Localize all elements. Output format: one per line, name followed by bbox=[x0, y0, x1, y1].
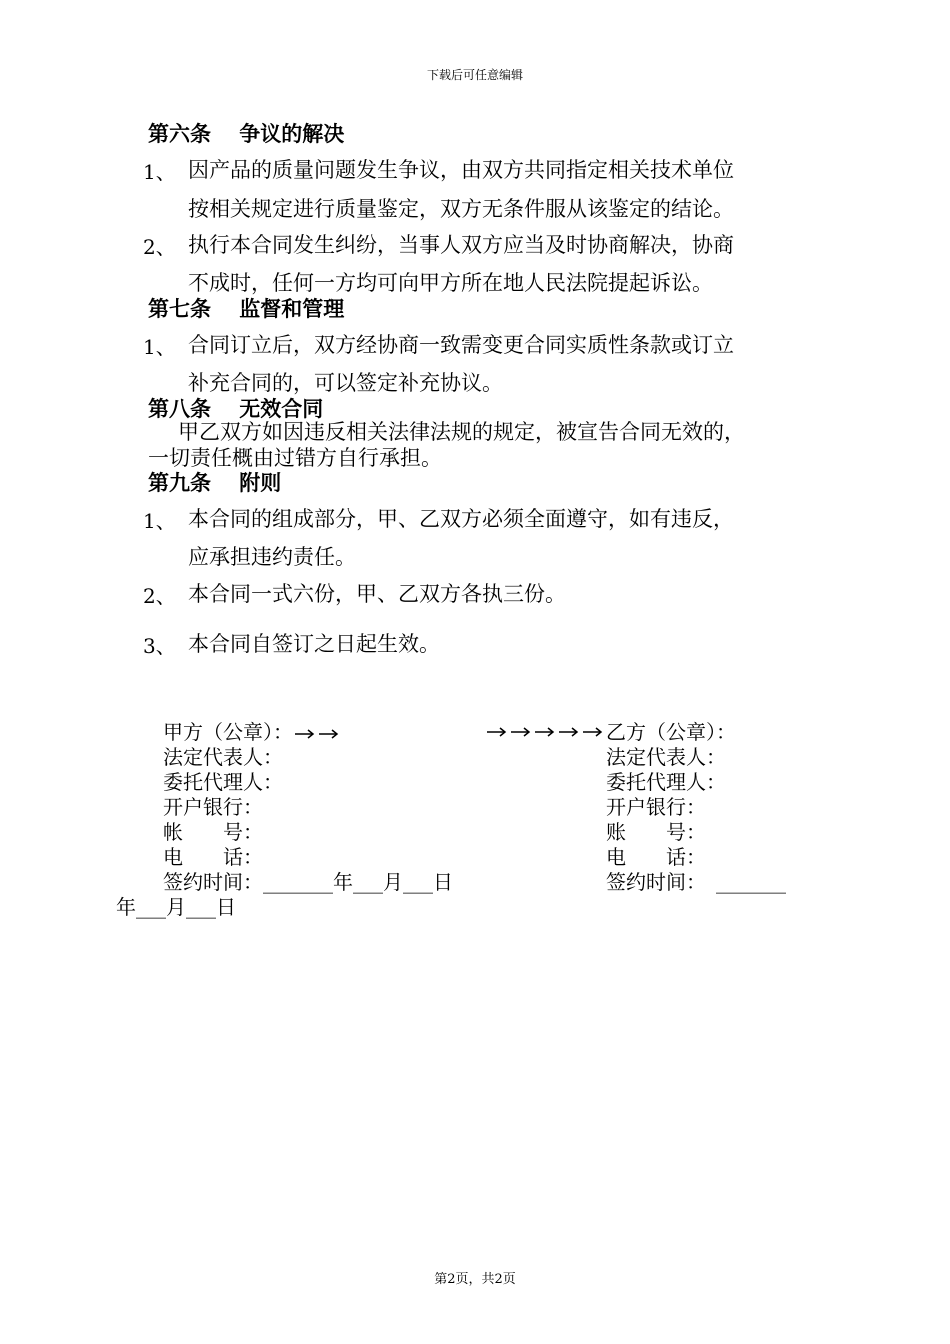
article-9-item-2-number: 2、 bbox=[143, 584, 176, 608]
party-b-phone-label: 电 话： bbox=[606, 845, 706, 869]
article-6-title: 第六条 争议的解决 bbox=[148, 122, 345, 146]
party-a-account-label: 帐 号： bbox=[163, 820, 263, 844]
party-a-legal-rep-label: 法定代表人： bbox=[163, 745, 283, 769]
page-header: 下载后可任意编辑 bbox=[426, 68, 523, 82]
article-8-line-2: 一切责任概由过错方自行承担。 bbox=[148, 446, 442, 470]
article-9-item-3-number: 3、 bbox=[143, 634, 176, 658]
tab-arrow-icon bbox=[509, 726, 533, 738]
article-6-item-1-line-1: 因产品的质量问题发生争议，由双方共同指定相关技术单位 bbox=[188, 158, 734, 182]
tab-arrow-icon bbox=[485, 726, 509, 738]
party-b-bank-label: 开户银行： bbox=[606, 795, 706, 819]
article-9-item-3-line-1: 本合同自签订之日起生效。 bbox=[188, 632, 440, 656]
party-b-seal-label: 乙方（公章）： bbox=[606, 720, 736, 744]
party-a-sign-date: 签约时间：_______年___月___日 bbox=[163, 870, 453, 894]
article-9-item-1-number: 1、 bbox=[143, 509, 176, 533]
article-6-item-2-number: 2、 bbox=[143, 235, 176, 259]
article-9-title: 第九条 附则 bbox=[148, 471, 282, 495]
article-9-item-2-line-1: 本合同一式六份，甲、乙双方各执三份。 bbox=[188, 582, 566, 606]
party-a-phone-label: 电 话： bbox=[163, 845, 263, 869]
party-b-legal-rep-label: 法定代表人： bbox=[606, 745, 726, 769]
article-6-item-2-line-2: 不成时，任何一方均可向甲方所在地人民法院提起诉讼。 bbox=[188, 271, 713, 295]
article-6-item-1-line-2: 按相关规定进行质量鉴定，双方无条件服从该鉴定的结论。 bbox=[188, 197, 734, 221]
article-7-item-1-line-1: 合同订立后，双方经协商一致需变更合同实质性条款或订立 bbox=[188, 333, 734, 357]
tab-arrow-icon bbox=[293, 728, 317, 740]
party-a-seal-label: 甲方（公章）： bbox=[163, 716, 341, 745]
article-7-title: 第七条 监督和管理 bbox=[148, 297, 345, 321]
party-b-sign-date-continued: 年___月___日 bbox=[116, 895, 236, 919]
party-a-bank-label: 开户银行： bbox=[163, 795, 263, 819]
party-b-account-label: 账 号： bbox=[606, 820, 706, 844]
tab-arrow-icon bbox=[581, 726, 605, 738]
article-7-item-1-line-2: 补充合同的，可以签定补充协议。 bbox=[188, 371, 503, 395]
party-a-agent-label: 委托代理人： bbox=[163, 770, 283, 794]
party-b-sign-date: 签约时间： _______ bbox=[606, 870, 786, 894]
article-7-item-1-number: 1、 bbox=[143, 335, 176, 359]
article-6-item-1-number: 1、 bbox=[143, 160, 176, 184]
page-footer: 第2页，共2页 bbox=[434, 1272, 516, 1287]
tab-arrow-icon bbox=[533, 726, 557, 738]
tab-arrow-icon bbox=[557, 726, 581, 738]
article-6-item-2-line-1: 执行本合同发生纠纷，当事人双方应当及时协商解决，协商 bbox=[188, 233, 734, 257]
article-8-title: 第八条 无效合同 bbox=[148, 397, 324, 421]
party-b-agent-label: 委托代理人： bbox=[606, 770, 726, 794]
article-9-item-1-line-1: 本合同的组成部分，甲、乙双方必须全面遵守，如有违反， bbox=[188, 507, 734, 531]
tab-arrow-icon bbox=[317, 728, 341, 740]
article-8-line-1: 甲乙双方如因违反相关法律法规的规定，被宣告合同无效的， bbox=[178, 420, 745, 444]
tab-arrow-group bbox=[485, 721, 605, 740]
article-9-item-1-line-2: 应承担违约责任。 bbox=[188, 545, 356, 569]
